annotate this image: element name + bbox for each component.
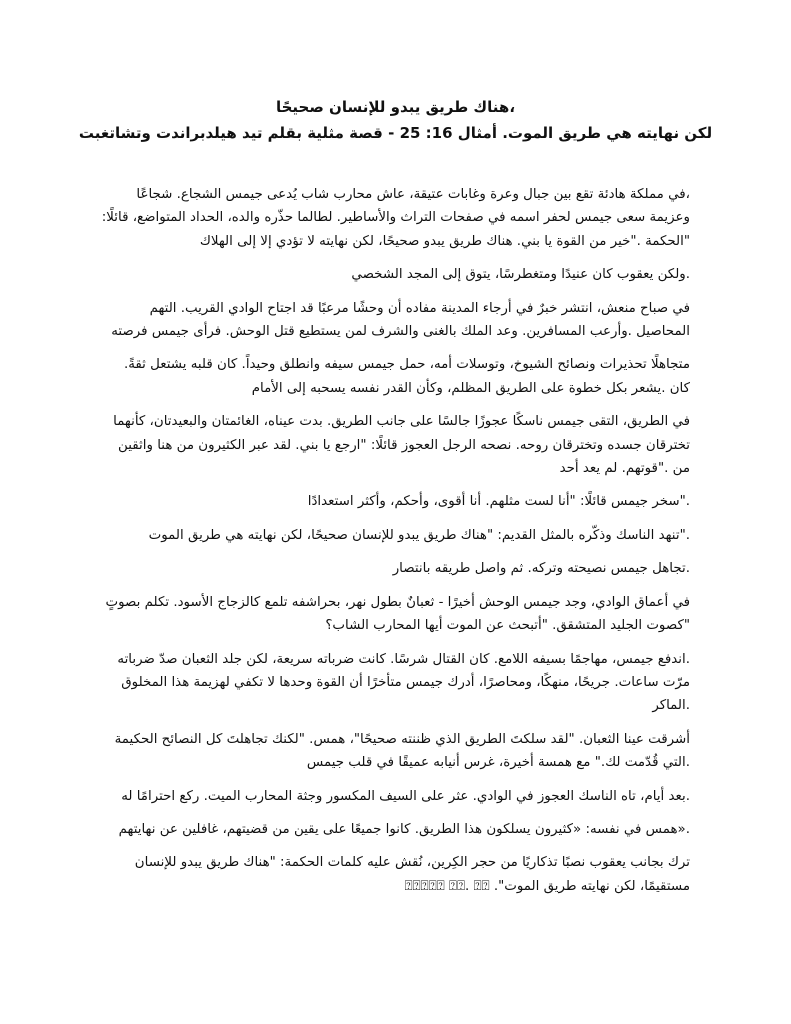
paragraph: .اندفع جيمس، مهاجمًا بسيفه اللامع. كان القتال شرسًا. كانت ضرباته سريعة، لكن جلد الثعبان صدّ ضرباته مرّت ساعات. جريحًا، منهكًا، ومحاصرًا، أدرك جيمس متأخرًا أن القوة وحدها لا تكفي لهزيمة هذا المخلوق .الماكر	[117, 651, 690, 714]
paragraph: .بعد أيام، تاه الناسك العجوز في الوادي. عثر على السيف المكسور وجثة المحارب الميت. ركع احترامًا له	[121, 788, 690, 804]
document-title	[60, 94, 731, 146]
paragraph: ."تنهد الناسك وذكّره بالمثل القديم: "هناك طريق يبدو للإنسان صحيحًا، لكن نهايته هي طريق الموت	[148, 527, 690, 543]
paragraph: أشرقت عينا الثعبان. "لقد سلكتَ الطريق الذي ظننته صحيحًا"، همس. "لكنك تجاهلتَ كل النصائح الحكيمة .التي قُدّمت لك." مع همسة أخيرة، غرس أنيابه عميقًا في قلب جيمس	[114, 731, 690, 771]
paragraph: .تجاهل جيمس نصيحته وتركه. ثم واصل طريقه بانتصار	[392, 561, 690, 577]
title-line-2: لكن نهايته هي طريق الموت. أمثال 16: 25 - قصة مثلية بقلم تيد هيلدبراندت وتشاتغبت	[78, 124, 713, 142]
title-line-1: ،هناك طريق يبدو للإنسان صحيحًا	[275, 98, 516, 116]
paragraph: .«همس في نفسه: «كثيرون يسلكون هذا الطريق. كانوا جميعًا على يقين من قضيتهم، غافلين عن نهايتهم	[118, 821, 690, 837]
paragraph: في الطريق، التقى جيمس ناسكًا عجوزًا جالسًا على جانب الطريق. بدت عيناه، الغائمتان والبعيدتان، كأنهما تخترقان جسده وتخترقان روحه. نصحه الرجل العجوز قائلًا: "ارجع يا بني. لقد عبر الكثيرون من هنا واثقين من ."قوتهم. لم يعد أحد	[113, 414, 690, 477]
paragraph: ."سخر جيمس قائلًا: "أنا لست مثلهم. أنا أقوى، وأحكم، وأكثر استعدادًا	[307, 494, 690, 510]
paragraph: متجاهلًا تحذيرات ونصائح الشيوخ، وتوسلات أمه، حمل جيمس سيفه وانطلق وحيداً. كان قلبه يشتعل ثقةً. كان .يشعر بكل خطوة على الطريق المظلم، وكأن القدر نفسه يسحبه إلى الأمام	[123, 357, 690, 396]
paragraph: ،في مملكة هادئة تقع بين جبال وعرة وغابات عتيقة، عاش محارب شاب يُدعى جيمس الشجاع. شجاعًا وعزيمة سعى جيمس لحفر اسمه في صفحات التراث والأساطير. لطالما حذّره والده، الحداد المتواضع، قائلًا: "الحكمة ."خير من القوة يا بني. هناك طريق يبدو صحيحًا، لكن نهايته لا تؤدي إلا إلى الهلاك	[101, 187, 690, 249]
paragraph: في صباح منعش، انتشر خبرٌ في أرجاء المدينة مفاده أن وحشًا مرعبًا قد اجتاح الوادي القريب. التهم المحاصيل .وأرعب المسافرين. وعد الملك بالغنى والشرف لمن يستطيع قتل الوحش. فرأى جيمس فرصته	[111, 300, 690, 340]
document-body	[100, 183, 690, 908]
paragraph: ترك بجانب يعقوب نصبًا تذكاريًا من حجر الكِرين، نُقش عليه كلمات الحكمة: "هناك طريق يبدو للإنسان مستقيمًا، لكن نهايته طريق الموت". ⍰⍰⍰⍰⍰ ⍰⍰. ⍰⍰	[134, 855, 690, 894]
paragraph: .ولكن يعقوب كان عنيدًا ومتغطرسًا، يتوق إلى المجد الشخصي	[351, 267, 690, 283]
paragraph: في أعماق الوادي، وجد جيمس الوحش أخيرًا - ثعبانٌ بطول نهر، بحراشفه تلمع كالزجاج الأسود. تكلم بصوتٍ "كصوت الجليد المتشقق. "أتبحث عن الموت أيها المحارب الشاب؟	[105, 594, 690, 634]
